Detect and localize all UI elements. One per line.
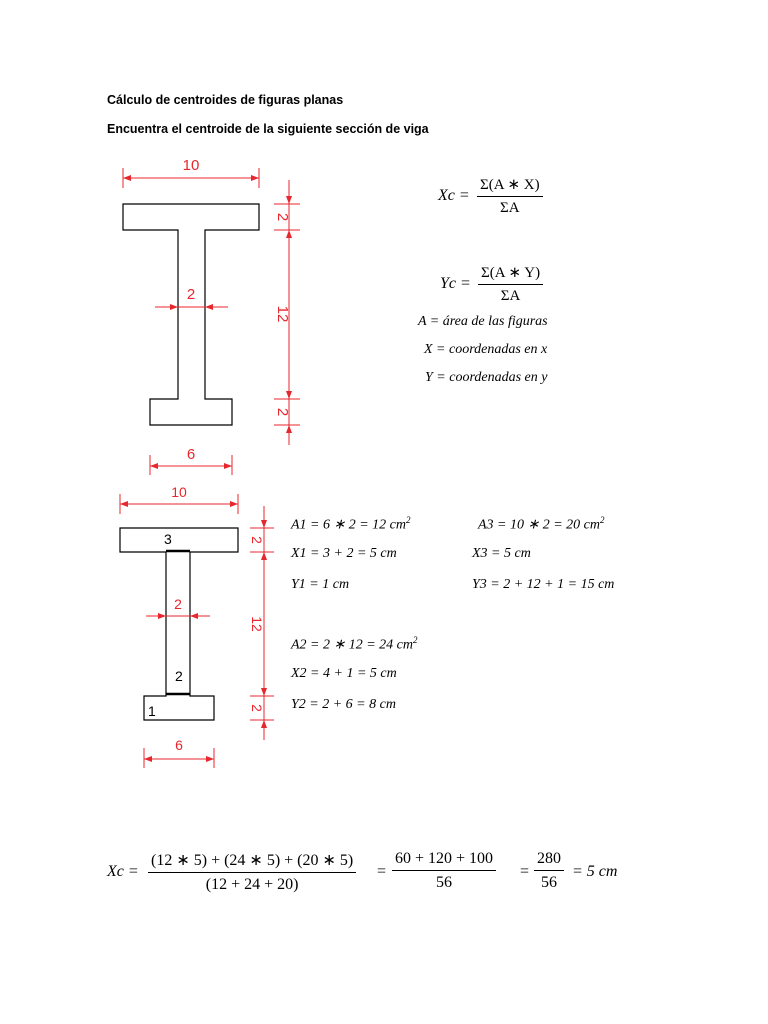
- beam-2: [120, 484, 274, 768]
- problem-statement: Encuentra el centroide de la siguiente sección de viga: [107, 122, 429, 136]
- yc-formula-lhs: Yc =: [440, 275, 471, 292]
- result-fraction-1: [148, 850, 356, 894]
- beam-2-label-1: 1: [148, 703, 156, 719]
- value-a3: [478, 515, 605, 534]
- beam-2-outline: [120, 528, 238, 720]
- value-a1-exponent: 2: [406, 515, 411, 525]
- beam-2-label-2: 2: [175, 668, 183, 684]
- beam-2-dim-web: 2: [174, 596, 182, 612]
- result-equals-2: =: [520, 863, 530, 880]
- value-a2-exponent: 2: [413, 635, 418, 645]
- beam-1-dim-web: 2: [186, 286, 196, 303]
- xc-formula-fraction: [477, 175, 543, 217]
- yc-formula-denominator: ΣA: [500, 288, 521, 304]
- beam-1-dim-web-height: 12: [274, 305, 291, 323]
- value-a2: [291, 635, 418, 654]
- xc-formula-lhs: Xc =: [438, 187, 470, 204]
- result-fraction-3-denominator: 56: [541, 874, 557, 891]
- value-x2: X2 = 4 + 1 = 5 cm: [291, 666, 397, 681]
- value-y3: Y3 = 2 + 12 + 1 = 15 cm: [472, 577, 615, 592]
- result-lhs: Xc =: [107, 863, 139, 880]
- beam-2-dim-flange-bottom: 2: [249, 704, 265, 712]
- beam-2-dim-bottom: 6: [175, 737, 183, 753]
- value-a1: [291, 515, 411, 534]
- page-title: Cálculo de centroides de figuras planas: [107, 93, 344, 107]
- yc-formula-fraction: [478, 263, 543, 305]
- result-fraction-3: [534, 850, 564, 892]
- value-a1-text: A1 = 6 ∗ 2 = 12 cm: [291, 517, 407, 533]
- result-equals-1: =: [377, 863, 387, 880]
- xc-formula-denominator: ΣA: [500, 200, 520, 216]
- beam-2-dim-top: 10: [171, 484, 187, 500]
- value-y1: Y1 = 1 cm: [291, 577, 350, 592]
- result-value: = 5 cm: [572, 863, 618, 880]
- beam-2-label-3: 3: [164, 531, 172, 547]
- definition-y: Y = coordenadas en y: [425, 370, 548, 385]
- definition-area: A = área de las figuras: [418, 314, 548, 329]
- result-fraction-3-numerator: 280: [534, 850, 564, 871]
- value-x1: X1 = 3 + 2 = 5 cm: [291, 546, 397, 561]
- beam-1-dim-bottom: 6: [186, 446, 196, 463]
- beam-1-dim-top: 10: [182, 157, 200, 174]
- result-fraction-1-numerator: (12 ∗ 5) + (24 ∗ 5) + (20 ∗ 5): [148, 850, 356, 873]
- beam-2-dim-web-height: 12: [249, 616, 265, 632]
- result-fraction-2-numerator: 60 + 120 + 100: [392, 850, 496, 871]
- beam-2-dim-flange-top: 2: [249, 536, 265, 544]
- value-a3-exponent: 2: [600, 515, 605, 525]
- beam-1-dim-flange-top: 2: [274, 212, 291, 222]
- value-a2-text: A2 = 2 ∗ 12 = 24 cm: [291, 637, 414, 653]
- yc-formula-numerator: Σ(A ∗ Y): [478, 263, 543, 285]
- beam-1: [123, 157, 300, 475]
- value-x3: X3 = 5 cm: [472, 546, 531, 561]
- result-fraction-2-denominator: 56: [436, 874, 453, 891]
- result-fraction-2: [392, 850, 496, 892]
- definition-x: X = coordenadas en x: [424, 342, 548, 357]
- value-y2: Y2 = 2 + 6 = 8 cm: [291, 697, 396, 712]
- value-a3-text: A3 = 10 ∗ 2 = 20 cm: [478, 517, 601, 533]
- result-fraction-1-denominator: (12 + 24 + 20): [205, 876, 299, 893]
- beam-1-dim-flange-bottom: 2: [274, 407, 291, 417]
- beam-1-outline: [123, 204, 259, 425]
- xc-formula-numerator: Σ(A ∗ X): [477, 175, 543, 197]
